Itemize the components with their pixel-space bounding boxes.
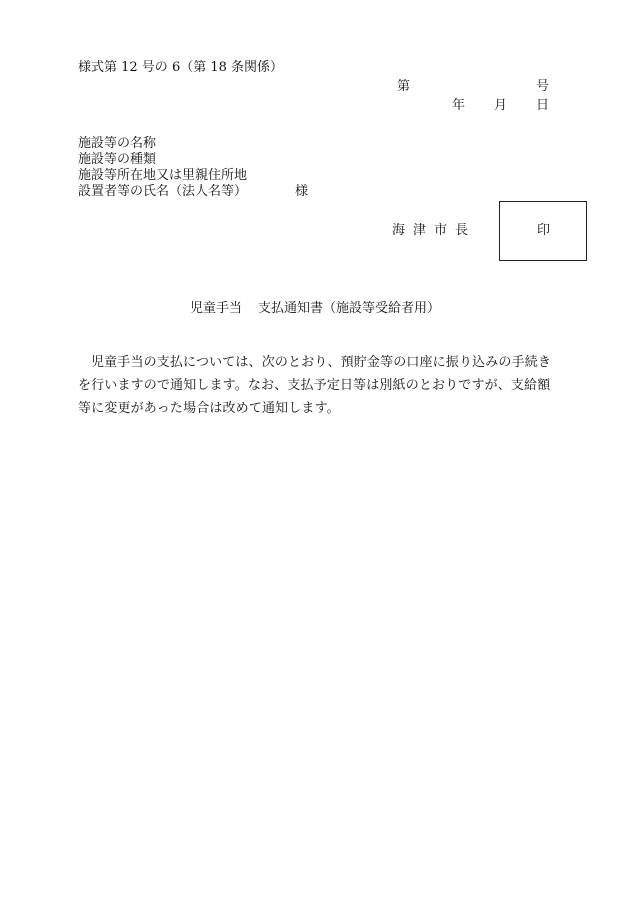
form-number: 様式第 12 号の 6（第 18 条関係）: [78, 60, 284, 75]
seal-box: [499, 201, 587, 261]
issuer-mayor: 海津市長: [392, 223, 477, 238]
date-year: 年: [452, 98, 466, 113]
recipient-block: [78, 136, 308, 200]
title-part-1: 児童手当: [189, 301, 242, 316]
facility-address-label: 施設等所在地又は里親住所地: [78, 168, 248, 183]
document-title: [0, 302, 630, 315]
number-prefix: 第: [397, 79, 411, 94]
facility-name-label: 施設等の名称: [78, 136, 157, 151]
date-day: 日: [535, 98, 549, 113]
date-month: 月: [494, 98, 508, 113]
establisher-name-row: [78, 184, 308, 200]
body-paragraph: 児童手当の支払については、次のとおり、預貯金等の口座に振り込みの手続きを行いますので通知します。なお、支払予定日等は別紙のとおりですが、支給額等に変更があった場合は改めて通知します。: [78, 355, 551, 416]
number-suffix: 号: [535, 79, 549, 94]
facility-type-label: 施設等の種類: [78, 152, 157, 167]
seal-label: 印: [537, 223, 551, 238]
honorific: 様: [295, 184, 309, 199]
title-part-2: 支払通知書（施設等受給者用）: [258, 301, 441, 316]
establisher-name-label: 設置者等の氏名（法人名等）: [78, 184, 248, 199]
